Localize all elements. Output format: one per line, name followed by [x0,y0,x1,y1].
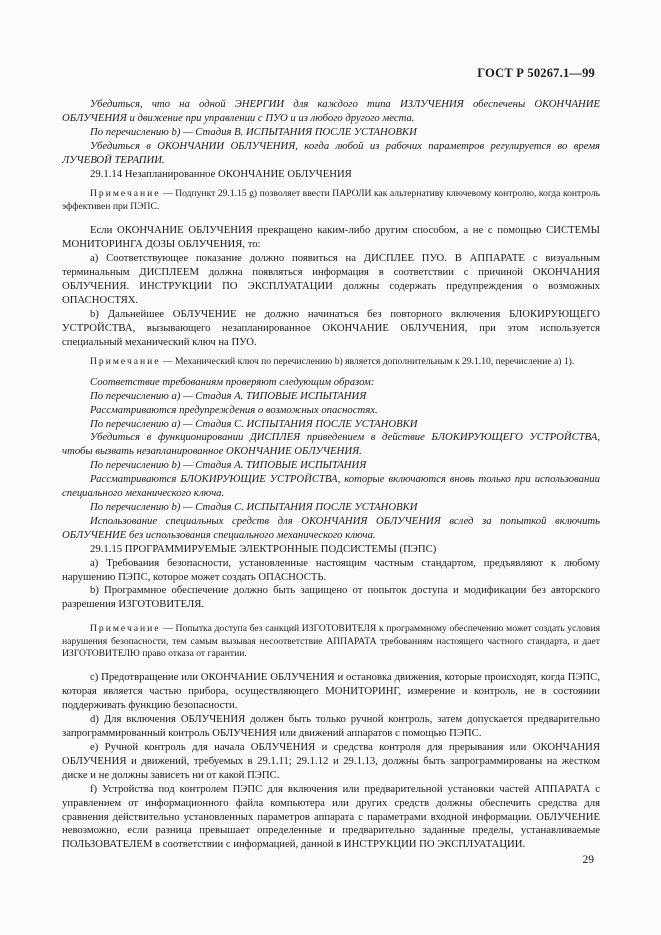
note [62,356,600,368]
paragraph: а) Требования безопасности, установленные настоящим частным стандартом, предъявляют к любому нарушению ПЭПС, которое может создать ОПАСНОСТЬ. [62,556,600,583]
section-heading: 29.1.15 ПРОГРАММИРУЕМЫЕ ЭЛЕКТРОННЫЕ ПОДСИСТЕМЫ (ПЭПС) [90,542,437,555]
paragraph: Соответствие требованиям проверяют следующим образом: [90,375,375,388]
note-label: Примечание [90,188,161,200]
note-label: Примечание [90,623,161,635]
paragraph: Использование специальных средств для ОКОНЧАНИЯ ОБЛУЧЕНИЯ вслед за попыткой включить ОБЛУЧЕНИЕ без использования специального механического ключа. [62,514,600,541]
paragraph: b) Дальнейшее ОБЛУЧЕНИЕ не должно начинаться без повторного включения БЛОКИРУЮЩЕГО УСТРОЙСТВА, вызывающего незапланированное ОКОНЧАНИЕ ОБЛУЧЕНИЯ, при этом используется специальный механический ключ на ПУО. [62,307,600,348]
paragraph: По перечислению b) — Стадия В. ИСПЫТАНИЯ ПОСЛЕ УСТАНОВКИ [90,125,417,138]
paragraph: b) Программное обеспечение должно быть защищено от попыток доступа и модификации без авторского разрешения ИЗГОТОВИТЕЛЯ. [62,584,600,611]
paragraph: По перечислению а) — Стадия А. ТИПОВЫЕ ИСПЫТАНИЯ [90,389,367,402]
paragraph: Убедиться в ОКОНЧАНИИ ОБЛУЧЕНИЯ, когда любой из рабочих параметров регулируется во время ЛУЧЕВОЙ ТЕРАПИИ. [62,139,600,166]
paragraph: с) Предотвращение или ОКОНЧАНИЕ ОБЛУЧЕНИЯ и остановка движения, которые происходят, когда ПЭПС, которая является частью прибора, осуществляющего МОНИТОРИНГ, измерение и контроль, не в состоянии поддерживать функцию безопасности. [62,671,600,712]
paragraph: По перечислению а) — Стадия С. ИСПЫТАНИЯ ПОСЛЕ УСТАНОВКИ [90,417,418,430]
paragraph: Убедиться в функционировании ДИСПЛЕЯ приведением в действие БЛОКИРУЮЩЕГО УСТРОЙСТВА, чтобы вызвать незапланированное ОКОНЧАНИЕ ОБЛУЧЕНИЯ. [62,431,600,458]
paragraph: По перечислению b) — Стадия С. ИСПЫТАНИЯ ПОСЛЕ УСТАНОВКИ [90,500,418,513]
note-text: — Подпункт 29.1.15 g) позволяет ввести ПАРОЛИ как альтернативу ключевому контролю, когда контроль эффективен при ПЭПС. [62,188,600,212]
paragraph: Если ОКОНЧАНИЕ ОБЛУЧЕНИЯ прекращено каким-либо другим способом, а не с помощью СИСТЕМЫ МОНИТОРИНГА ДОЗЫ ОБЛУЧЕНИЯ, то: [62,224,600,251]
note-text: — Механический ключ по перечислению b) является дополнительным к 29.1.10, перечисление а) 1). [160,356,575,368]
paragraph: Убедиться, что на одной ЭНЕРГИИ для каждого типа ИЗЛУЧЕНИЯ обеспечены ОКОНЧАНИЕ ОБЛУЧЕНИЯ и движение при управлении с ПУО и из любого другого места. [62,98,600,124]
paragraph: Рассматриваются предупреждения о возможных опасностях. [90,403,378,416]
paragraph: Рассматриваются БЛОКИРУЮЩИЕ УСТРОЙСТВА, которые включаются вновь только при использовании специального механического ключа. [62,473,600,500]
paragraph: а) Соответствующее показание должно появиться на ДИСПЛЕЕ ПУО. В АППАРАТЕ с визуальным терминальным ДИСПЛЕЕМ должна появляться информация в соответствии с причиной ОКОНЧАНИЯ ОБЛУЧЕНИЯ. ИНСТРУКЦИИ ПО ЭКСПЛУАТАЦИИ должны содержать предупреждения о возможных ОПАСНОСТЯХ. [62,252,600,306]
paragraph: d) Для включения ОБЛУЧЕНИЯ должен быть только ручной контроль, затем допускается предварительно запрограммированный контроль ОБЛУЧЕНИЯ или движений аппаратов с помощью ПЭПС. [62,713,600,740]
section-heading: 29.1.14 Незапланированное ОКОНЧАНИЕ ОБЛУЧЕНИЯ [90,167,352,180]
page-body [62,98,600,852]
paragraph: f) Устройства под контролем ПЭПС для включения или предварительной установки частей АППАРАТА с управлением от информационного файла компьютера или других средств должны обеспечить средства для сравнения действительно установленных параметров аппарата с параметрами входной информации. ОБЛУЧЕНИЕ невозможно, если разница превышает определенные и предварительно заданные пределы, устанавливаемые ПОЛЬЗОВАТЕЛЕМ в соответствии с информацией, данной в ИНСТРУКЦИИ ПО ЭКСПЛУАТАЦИИ. [62,782,600,851]
note-text: — Попытка доступа без санкций ИЗГОТОВИТЕЛЯ к программному обеспечению может создать условия нарушения безопасности, тем самым вызывая несоответствие АППАРАТА требованиям настоящего частного стандарта, и дает ИЗГОТОВИТЕЛЮ право отказа от гарантии. [62,623,600,660]
paragraph: По перечислению b) — Стадия А. ТИПОВЫЕ ИСПЫТАНИЯ [90,459,367,472]
note [62,188,600,213]
standard-header: ГОСТ Р 50267.1—99 [477,66,595,80]
page-number: 29 [582,854,594,866]
note-label: Примечание [90,356,161,368]
note [62,623,600,660]
paragraph: е) Ручной контроль для начала ОБЛУЧЕНИЯ и средства контроля для прерывания или ОКОНЧАНИЯ ОБЛУЧЕНИЯ и движений, требуемых в 29.1.11; 29.1.12 и 29.1.13, должны быть запрограммированы на жестком диске и не должны зависеть ни от какой ПЭПС. [62,740,600,781]
